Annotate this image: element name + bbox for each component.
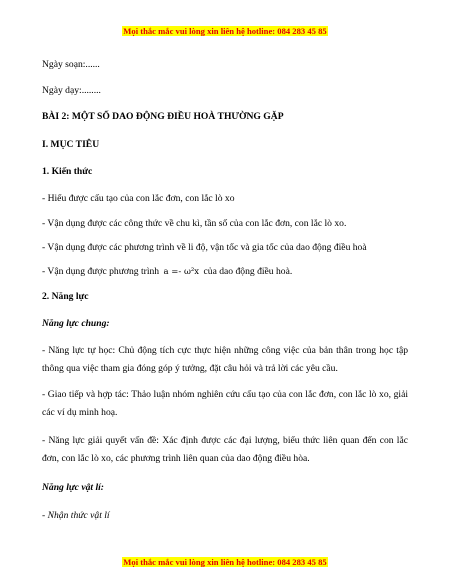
- competence-paragraph: - Giao tiếp và hợp tác: Thảo luận nhóm nghiên cứu cấu tạo của con lắc đơn, con lắc lò xo, giải các ví dụ minh hoạ.: [42, 389, 408, 418]
- section-objectives: I. MỤC TIÊU: [42, 139, 100, 150]
- acceleration-formula: a =- ω²x: [163, 267, 200, 277]
- knowledge-item-text: của dao động điều hoà.: [203, 266, 293, 277]
- lesson-title: BÀI 2: MỘT SỐ DAO ĐỘNG ĐIỀU HOÀ THƯỜNG GẶP: [42, 111, 284, 122]
- knowledge-item: - Vận dụng được các công thức về chu kì, tần số của con lắc đơn, con lắc lò xo.: [42, 218, 347, 229]
- competence-paragraph: - Năng lực tự học: Chủ động tích cực thực hiện những công việc của bản thân trong học tập thông qua việc tham gia đóng góp ý tưởng, đặt câu hỏi và trả lời các yêu cầu.: [42, 345, 408, 374]
- knowledge-item: - Vận dụng được các phương trình về li độ, vận tốc và gia tốc của dao động điều hoà: [42, 242, 367, 253]
- date-taught: Ngày dạy:........: [42, 85, 101, 96]
- subsection-knowledge: 1. Kiến thức: [42, 166, 93, 177]
- knowledge-item-text: - Vận dụng được phương trình: [42, 266, 160, 277]
- physics-awareness-item: - Nhận thức vật lí: [42, 510, 110, 521]
- hotline-text: Mọi thắc mắc vui lòng xin liên hệ hotline: 084 283 45 85: [123, 26, 327, 36]
- competence-paragraph: - Năng lực giải quyết vấn đề: Xác định được các đại lượng, biểu thức liên quan đến con lắc đơn, con lắc lò xo, các phương trình liên quan của dao động điều hòa.: [42, 435, 408, 464]
- hotline-text: Mọi thắc mắc vui lòng xin liên hệ hotline: 084 283 45 85: [123, 557, 327, 567]
- hotline-banner-top: [0, 26, 450, 36]
- hotline-banner-bottom: [0, 557, 450, 567]
- subsection-competence: 2. Năng lực: [42, 291, 89, 302]
- date-prepared: Ngày soạn:......: [42, 59, 100, 70]
- general-competence-heading: Năng lực chung:: [42, 318, 110, 329]
- knowledge-item-formula: [42, 265, 408, 279]
- physics-competence-heading: Năng lực vật lí:: [42, 482, 104, 493]
- knowledge-item: - Hiểu được cấu tạo của con lắc đơn, con lắc lò xo: [42, 193, 235, 204]
